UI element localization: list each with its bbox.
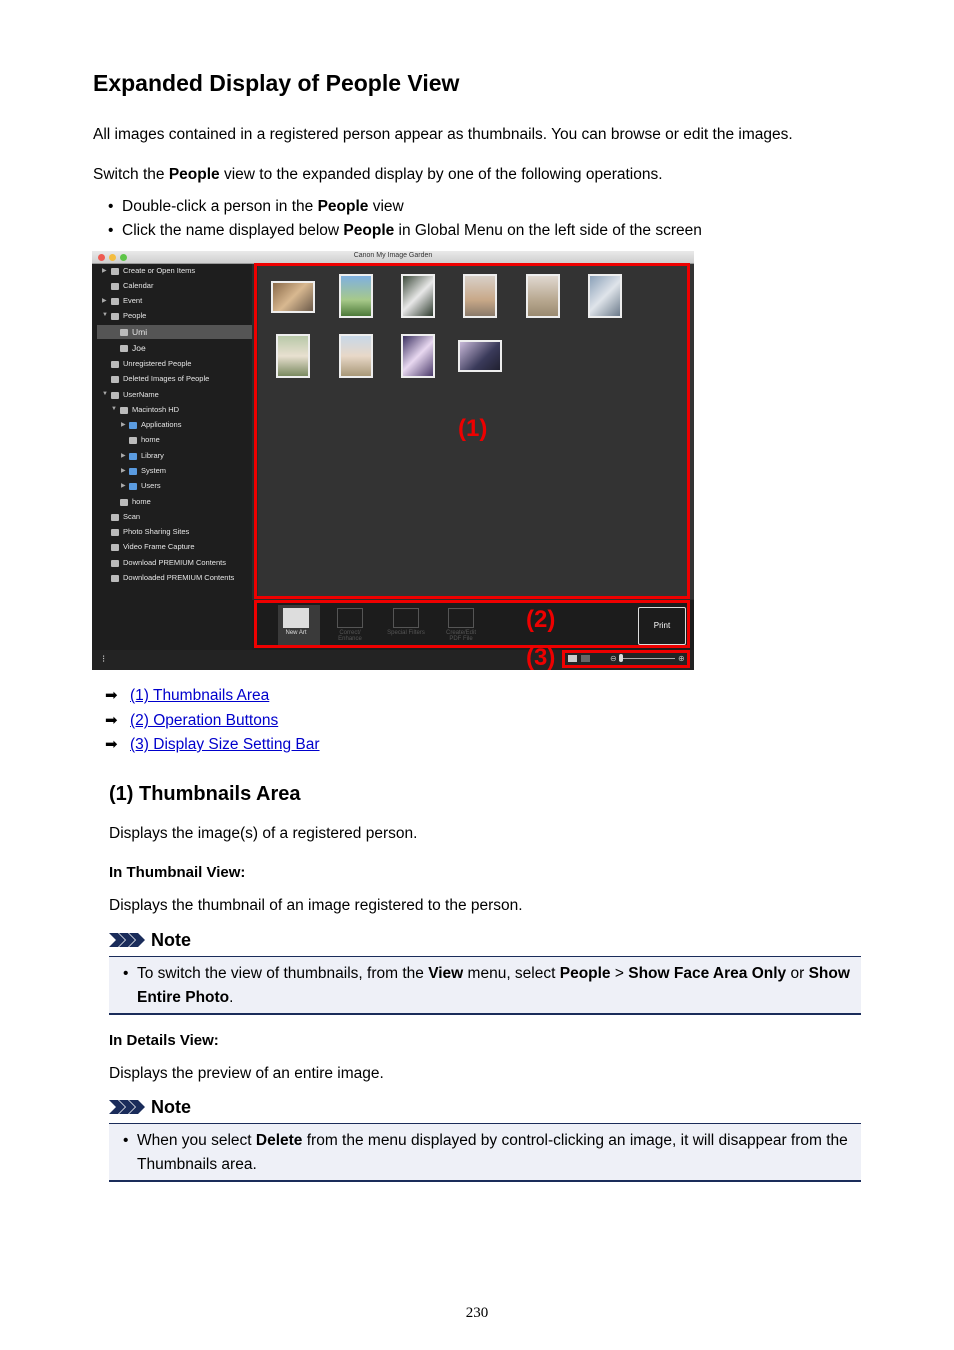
computer-icon	[111, 392, 119, 399]
disk-icon	[120, 407, 128, 414]
sidebar-item-event: Event	[111, 295, 142, 307]
sidebar-item-people: People	[111, 310, 146, 322]
note-heading: Note	[109, 930, 191, 951]
sidebar-item-calendar: Calendar	[111, 280, 153, 292]
download-icon	[111, 575, 119, 582]
create-edit-pdf-button[interactable]: Create/Edit PDF File	[441, 608, 481, 642]
note-chevrons-icon	[109, 933, 146, 947]
person-icon	[120, 345, 128, 352]
arrow-icon: ➡	[105, 736, 118, 753]
create-icon	[111, 268, 119, 275]
thumbnail-view-description: Displays the thumbnail of an image registered to the person.	[109, 897, 523, 914]
event-icon	[111, 298, 119, 305]
expand-icon: ▶	[102, 268, 107, 274]
sidebar-item-photo-sharing: Photo Sharing Sites	[111, 526, 189, 538]
sidebar-item-users: Users	[129, 480, 161, 492]
folder-icon	[129, 468, 137, 475]
sidebar-item-home: home	[129, 434, 160, 446]
sidebar-item-system: System	[129, 465, 166, 477]
bullet-item: • Double-click a person in the People view	[108, 198, 404, 215]
sidebar-item-applications: Applications	[129, 419, 181, 431]
video-icon	[111, 544, 119, 551]
collapse-icon: ▼	[102, 391, 108, 397]
sidebar-item-home-2: home	[120, 496, 151, 508]
sidebar-item-username: UserName	[111, 389, 159, 401]
arrow-icon: ➡	[105, 712, 118, 729]
page-title: Expanded Display of People View	[93, 70, 460, 96]
expand-icon: ▶	[121, 422, 126, 428]
display-size-callout	[562, 650, 690, 668]
zoom-out-icon[interactable]: ⊖	[610, 654, 617, 663]
note-text: • To switch the view of thumbnails, from the View menu, select People > Show Face Area Only or Show Entire Photo.	[123, 965, 850, 1006]
callout-label-3: (3)	[526, 644, 556, 670]
expand-icon: ▶	[102, 298, 107, 304]
collapse-icon: ▼	[102, 312, 108, 318]
expand-icon: ▶	[121, 483, 126, 489]
details-view-description: Displays the preview of an entire image.	[109, 1065, 384, 1082]
details-view-heading: In Details View:	[109, 1032, 219, 1049]
note-chevrons-icon	[109, 1100, 146, 1114]
operation-buttons-callout	[254, 600, 690, 648]
correct-enhance-button[interactable]: Correct/ Enhance	[330, 608, 370, 642]
sidebar-item-create: Create or Open Items	[111, 265, 195, 277]
window-title: Canon My Image Garden	[353, 252, 433, 259]
scan-icon	[111, 514, 119, 521]
link-operation-buttons[interactable]: (2) Operation Buttons	[130, 712, 279, 729]
note-box	[109, 956, 861, 1015]
sidebar-item-unregistered-people: Unregistered People	[111, 358, 191, 370]
sidebar-item-download-premium: Download PREMIUM Contents	[111, 557, 226, 569]
intro-text: All images contained in a registered person appear as thumbnails. You can browse or edit the images.	[93, 126, 793, 143]
sidebar-item-video-frame: Video Frame Capture	[111, 541, 195, 553]
sidebar-item-joe: Joe	[120, 342, 146, 354]
print-button[interactable]: Print	[638, 607, 686, 645]
app-screenshot	[92, 251, 694, 670]
info-icon[interactable]: ⁝	[102, 654, 106, 665]
note-box	[109, 1123, 861, 1182]
folder-icon	[129, 453, 137, 460]
sidebar-item-deleted-people: Deleted Images of People	[111, 373, 209, 385]
page-number: 230	[465, 1305, 489, 1321]
folder-icon	[129, 483, 137, 490]
sidebar-item-library: Library	[129, 450, 164, 462]
download-icon	[111, 560, 119, 567]
calendar-icon	[111, 283, 119, 290]
thumbnail-view-heading: In Thumbnail View:	[109, 864, 246, 881]
special-filters-button[interactable]: Special Filters	[386, 608, 426, 636]
section-heading: (1) Thumbnails Area	[109, 783, 301, 805]
photo-sharing-icon	[111, 529, 119, 536]
home-icon	[129, 437, 137, 444]
home-icon	[120, 499, 128, 506]
person-icon	[111, 376, 119, 383]
section-description: Displays the image(s) of a registered person.	[109, 825, 418, 842]
zoom-in-icon[interactable]: ⊕	[678, 654, 685, 663]
collapse-icon: ▼	[111, 406, 117, 412]
note-text: • When you select Delete from the menu displayed by control-clicking an image, it will disappear from the Thumbnails area.	[123, 1132, 848, 1173]
sidebar-item-scan: Scan	[111, 511, 140, 523]
person-icon	[120, 329, 128, 336]
bullet-item: • Click the name displayed below People in Global Menu on the left side of the screen	[108, 222, 702, 239]
switch-instruction: Switch the People view to the expanded display by one of the following operations.	[93, 166, 663, 183]
callout-label-2: (2)	[526, 606, 556, 633]
person-icon	[111, 361, 119, 368]
folder-icon	[129, 422, 137, 429]
sidebar-item-umi: Umi	[120, 326, 147, 338]
note-heading: Note	[109, 1097, 191, 1118]
global-menu-sidebar	[92, 264, 252, 657]
sidebar-item-downloaded-premium: Downloaded PREMIUM Contents	[111, 572, 234, 584]
person-icon	[111, 313, 119, 320]
arrow-icon: ➡	[105, 687, 118, 704]
callout-label-1: (1)	[458, 415, 488, 442]
sidebar-item-macintosh-hd: Macintosh HD	[120, 404, 179, 416]
link-display-size-bar[interactable]: (3) Display Size Setting Bar	[130, 736, 320, 753]
link-thumbnails-area[interactable]: (1) Thumbnails Area	[130, 687, 270, 704]
expand-icon: ▶	[121, 453, 126, 459]
new-art-button[interactable]: New Art	[276, 608, 316, 636]
expand-icon: ▶	[121, 468, 126, 474]
